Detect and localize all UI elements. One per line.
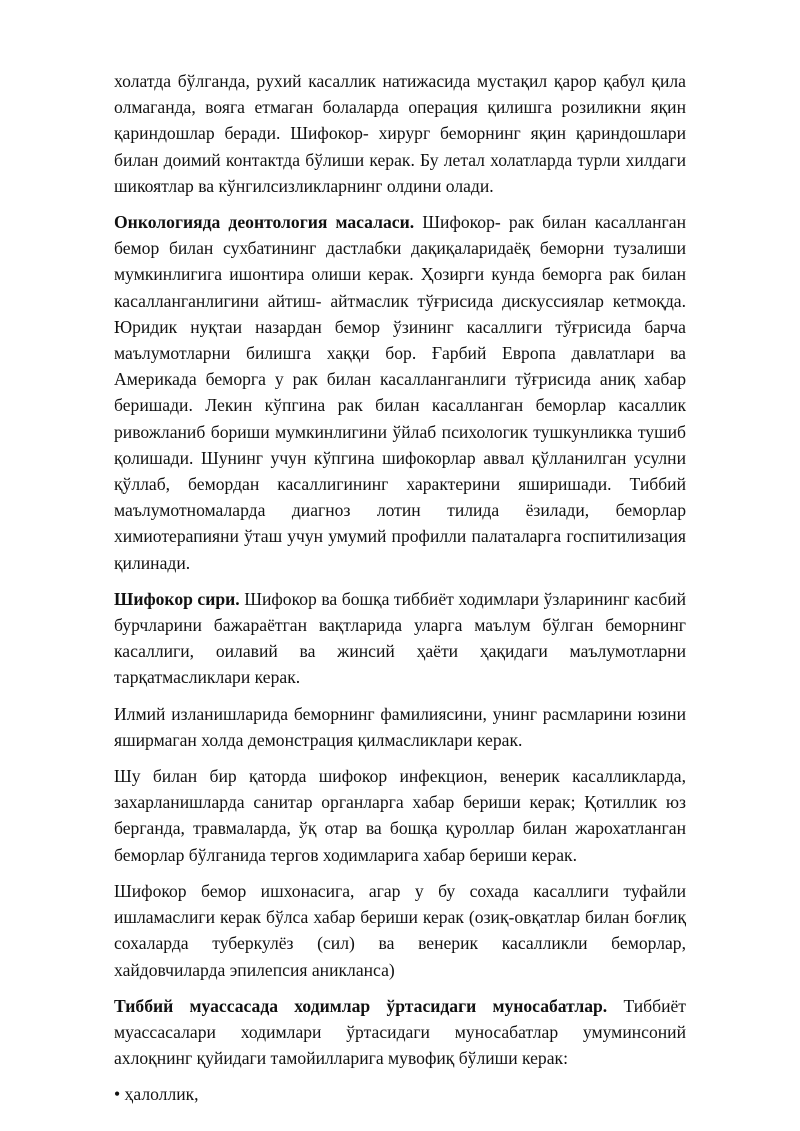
paragraph-text: Шифокор ва бошқа тиббиёт ходимлари ўзларининг касбий бурчларини бажараётган вақтларида уларга маълум бўлган беморнинг касаллиги, оилавий ва жинсий ҳаёти ҳақидаги маълумотларни тарқатмасликлари керак. xyxy=(114,588,686,688)
paragraph-medical-secrecy xyxy=(114,586,686,691)
paragraph-oncology-deontology xyxy=(114,209,686,576)
paragraph-text: Тиббиёт муассасалари ходимлари ўртасидаги муносабатлар умуминсоний ахлоқнинг қуйидаги тамойилларига мувофиқ бўлиши керак: xyxy=(114,995,686,1069)
paragraph-staff-relations xyxy=(114,993,686,1072)
list-item: • ҳалоллик, xyxy=(114,1084,199,1105)
paragraph-text: Шифокор бемор ишхонасига, агар у бу сохада касаллиги туфайли ишламаслиги керак бўлса хабар бериши керак (озиқ-овқатлар билан боғлиқ сохаларда туберкулёз (сил) ва венерик касалликли беморлар, хайдовчиларда эпилепсия аникланса) xyxy=(114,880,686,980)
paragraph-text: холатда бўлганда, рухий касаллик натижасида мустақил қарор қабул қила олмаганда, вояга етмаган болаларда операция қилишга розиликни яқин қариндошлар беради. Шифокор- хирург беморнинг яқин қариндошлари билан доимий контактда бўлиши керак. Бу летал холатларда турли хилдаги шикоятлар ва кўнгилсизликларнинг олдини олади. xyxy=(114,71,686,196)
paragraph-employer-notification xyxy=(114,878,686,983)
paragraph-text: Шу билан бир қаторда шифокор инфекцион, венерик касалликларда, захарланишларда санитар органларга хабар бериши керак; Қотиллик юз берганда, травмаларда, ўқ отар ва бошқа қуроллар билан жарохатланган беморлар бўлганида тергов ходимларига хабар бериши керак. xyxy=(114,766,686,865)
section-heading: Шифокор сири. xyxy=(114,588,240,609)
paragraph-reporting-duties xyxy=(114,763,686,868)
paragraph-research-privacy xyxy=(114,701,686,753)
paragraph-text: Илмий изланишларида беморнинг фамилиясини, унинг расмларини юзини яширмаган холда демонстрация қилмасликлари керак. xyxy=(114,703,686,750)
paragraph-consent xyxy=(114,68,686,199)
paragraph-text: Шифокор- рак билан касалланган бемор билан сухбатининг дастлабки дақиқаларидаёқ беморни тузалиши мумкинлигига ишонтира олиши керак. Ҳозирги кунда беморга рак билан касалланганлигини айтиш- айтмаслик тўғрисида дискуссиялар кетмоқда. Юридик нуқтаи назардан бемор ўзининг касаллиги тўғрисида барча маълумотларни билишга хаққи бор. Ғарбий Европа давлатлари ва Америкада беморга у рак билан касалланганлиги тўғрисида аниқ хабар беришади. Лекин кўпгина рак билан касалланган беморлар касаллик ривожланиб бориши мумкинлигини ўйлаб психологик тушкунликка тушиб қолишади. Шунинг учун кўпгина шифокорлар аввал қўлланилган усулни қўллаб, бемордан касаллигининг характерини яширишади. Тиббий маълумотномаларда диагноз лотин тилида ёзилади, беморлар химиотерапияни ўташ учун умумий профилли палаталарга госпитилизация қилинади. xyxy=(114,212,686,573)
document-page xyxy=(114,68,686,1108)
section-heading: Тиббий муассасада ходимлар ўртасидаги муносабатлар. xyxy=(114,995,608,1016)
section-heading: Онкологияда деонтология масаласи. xyxy=(114,212,415,233)
